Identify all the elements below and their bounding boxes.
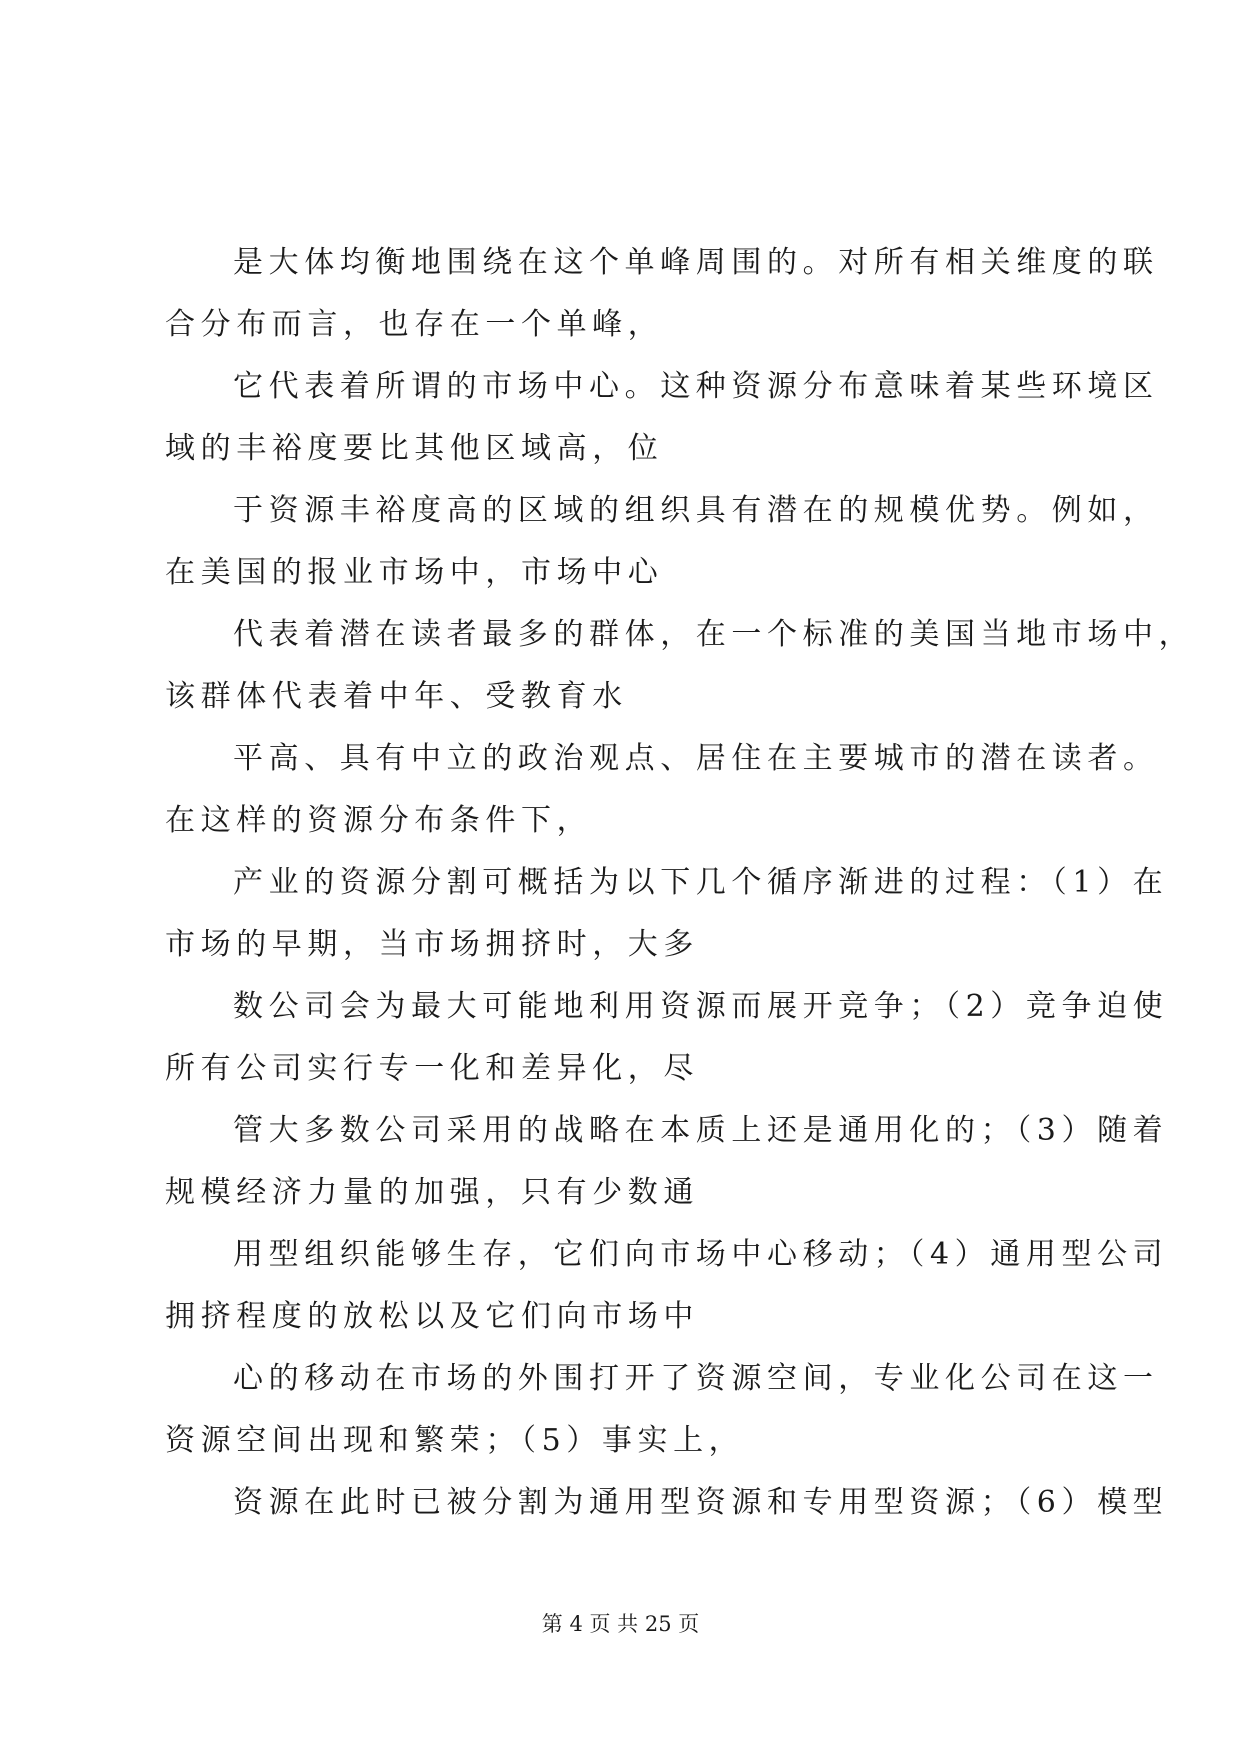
paragraph-line: 用型组织能够生存，它们向市场中心移动；（4）通用型公司 (233, 1237, 1169, 1272)
paragraph-line: 规模经济力量的加强，只有少数通 (165, 1175, 699, 1210)
paragraph-line: 管大多数公司采用的战略在本质上还是通用化的；（3）随着 (233, 1113, 1169, 1148)
paragraph-line: 产业的资源分割可概括为以下几个循序渐进的过程：（1）在 (233, 865, 1169, 900)
paragraph-10 (165, 1348, 1159, 1472)
paragraph-line: 该群体代表着中年、受教育水 (165, 679, 628, 714)
paragraph-2 (165, 356, 1159, 480)
paragraph-6 (165, 852, 1169, 976)
paragraph-9 (165, 1224, 1169, 1348)
paragraph-line: 在美国的报业市场中，市场中心 (165, 555, 664, 590)
paragraph-line: 域的丰裕度要比其他区域高，位 (165, 431, 664, 466)
paragraph-8 (165, 1100, 1169, 1224)
paragraph-line: 所有公司实行专一化和差异化，尽 (165, 1051, 699, 1086)
paragraph-11 (165, 1472, 1169, 1534)
document-body (165, 232, 1195, 1534)
paragraph-line: 数公司会为最大可能地利用资源而展开竞争；（2）竞争迫使 (233, 989, 1169, 1024)
paragraph-1 (165, 232, 1159, 356)
paragraph-line: 它代表着所谓的市场中心。这种资源分布意味着某些环境区 (233, 369, 1159, 404)
paragraph-3 (165, 480, 1159, 604)
paragraph-4 (165, 604, 1195, 728)
paragraph-line: 代表着潜在读者最多的群体，在一个标准的美国当地市场中， (233, 617, 1195, 652)
paragraph-line: 于资源丰裕度高的区域的组织具有潜在的规模优势。例如， (233, 493, 1159, 528)
paragraph-line: 合分布而言，也存在一个单峰， (165, 307, 664, 342)
paragraph-line: 平高、具有中立的政治观点、居住在主要城市的潜在读者。 (233, 741, 1159, 776)
page-footer (0, 1608, 1241, 1638)
paragraph-line: 在这样的资源分布条件下， (165, 803, 593, 838)
paragraph-7 (165, 976, 1169, 1100)
paragraph-5 (165, 728, 1159, 852)
paragraph-line: 是大体均衡地围绕在这个单峰周围的。对所有相关维度的联 (233, 245, 1159, 280)
paragraph-line: 市场的早期，当市场拥挤时，大多 (165, 927, 699, 962)
page-number-label: 第 4 页 共 25 页 (541, 1612, 700, 1636)
paragraph-line: 心的移动在市场的外围打开了资源空间，专业化公司在这一 (233, 1361, 1159, 1396)
paragraph-line: 资源在此时已被分割为通用型资源和专用型资源；（6）模型 (233, 1485, 1169, 1520)
paragraph-line: 资源空间出现和繁荣；（5）事实上， (165, 1423, 745, 1458)
paragraph-line: 拥挤程度的放松以及它们向市场中 (165, 1299, 699, 1334)
